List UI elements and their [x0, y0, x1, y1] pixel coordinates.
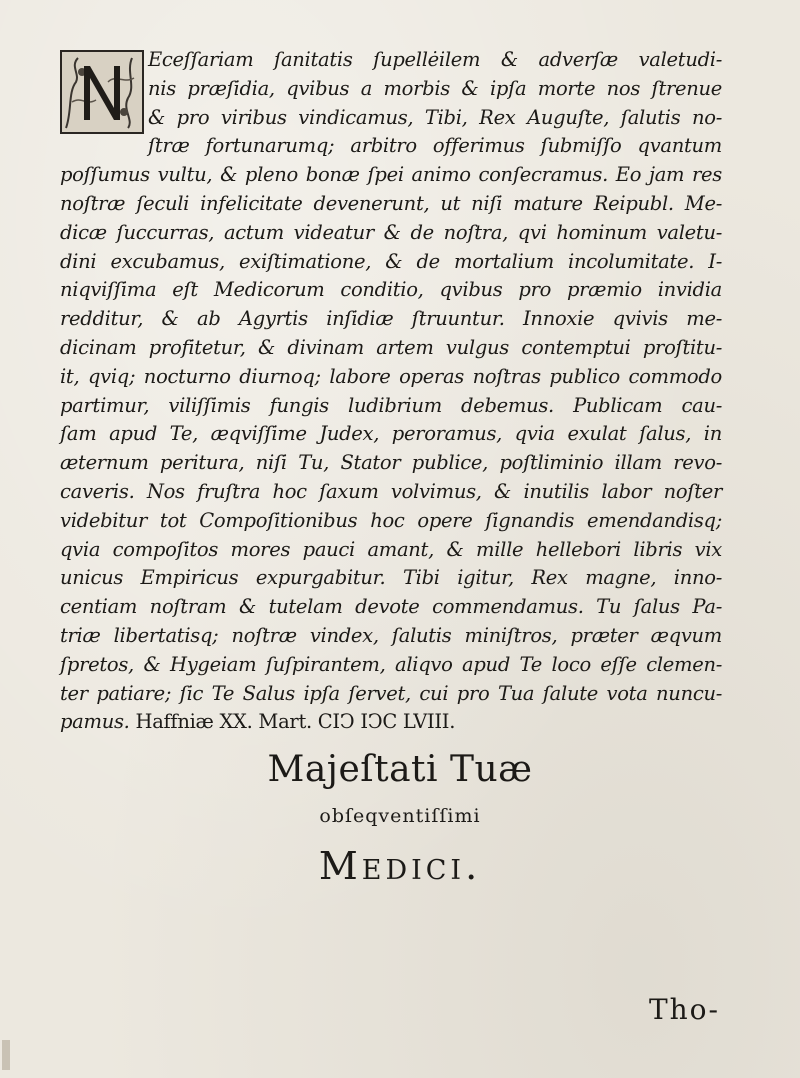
text-line: ter patiare; ſic Te Salus ipſa ſervet, cui pro Tua ſalute vota nuncu-	[60, 681, 722, 705]
text-line: redditur, & ab Agyrtis inſidiæ ſtruuntur. Innoxie qvivis me-	[60, 307, 722, 331]
page-edge-mark	[2, 1040, 10, 1070]
text-line: poſſumus vultu, & pleno bonæ ſpei animo conſecramus. Eo jam res	[60, 163, 722, 187]
text-line: dini excubamus, exiſtimatione, & de mortalium incolumitate. I-	[60, 249, 722, 273]
text-line: æternum peritura, niſi Tu, Stator publice, poſtliminio illam revo-	[60, 451, 722, 475]
text-line: ſtræ fortunarumq; arbitro offerimus ſubmiſſo qvantum	[148, 134, 722, 158]
closing-signature: Medici.	[318, 844, 482, 888]
catchword: Tho-	[648, 993, 720, 1026]
text-line: dicinam profitetur, & divinam artem vulgus contemptui proſtitu-	[60, 335, 722, 359]
closing-majesty: Majeſtati Tuæ	[267, 749, 533, 790]
text-line: dicæ ſuccurras, actum videatur & de noſtra, qvi hominum valetu-	[60, 220, 722, 244]
text-line: niqviſſima eſt Medicorum conditio, qvibus pro præmio invidia	[60, 278, 722, 302]
text-line: it, qviq; nocturno diurnoq; labore operas noſtras publico commodo	[60, 364, 722, 388]
text-line: & pro viribus vindicamus, Tibi, Rex Auguſte, ſalutis no-	[148, 105, 722, 129]
text-line: triæ libertatisq; noſtræ vindex, ſalutis miniſtros, præter æqvum	[60, 623, 722, 647]
text-line-final	[60, 708, 722, 737]
date-line: Haffniæ XX. Mart. CIↃ IↃC LVIII.	[135, 710, 456, 734]
text-line: centiam noſtram & tutelam devote commendamus. Tu ſalus Pa-	[60, 595, 722, 619]
text-line: ſam apud Te, æqviſſime Judex, peroramus, qvia exulat ſalus, in	[60, 422, 722, 446]
text-line: ſpretos, & Hygeiam ſuſpirantem, aliqvo apud Te loco eſſe clemen-	[60, 652, 722, 676]
text-line: noſtræ ſeculi infelicitate devenerunt, ut niſi mature Reipubl. Me-	[60, 191, 722, 215]
text-line: caveris. Nos fruſtra hoc ſaxum volvimus, & inutilis labor noſter	[60, 479, 722, 503]
text-line-end: pamus.	[60, 710, 130, 734]
text-line: Eceſſariam ſanitatis ſupellėilem & adverſæ valetudi-	[148, 48, 722, 71]
text-line: qvia compoſitos mores pauci amant, & mille hellebori libris vix	[60, 537, 722, 561]
text-line: nis præſidia, qvibus a morbis & ipſa morte nos ſtrenue	[148, 76, 722, 100]
text-line: unicus Empiricus expurgabitur. Tibi igitur, Rex magne, inno-	[60, 566, 722, 590]
text-line: partimur, viliſſimis fungis ludibrium debemus. Publicam cau-	[60, 393, 722, 417]
dedication-text	[60, 46, 722, 737]
closing-obsequent: obſeqventiſſimi	[319, 805, 481, 827]
text-line: videbitur tot Compoſitionibus hoc opere ſignandis emendandisq;	[60, 508, 722, 532]
